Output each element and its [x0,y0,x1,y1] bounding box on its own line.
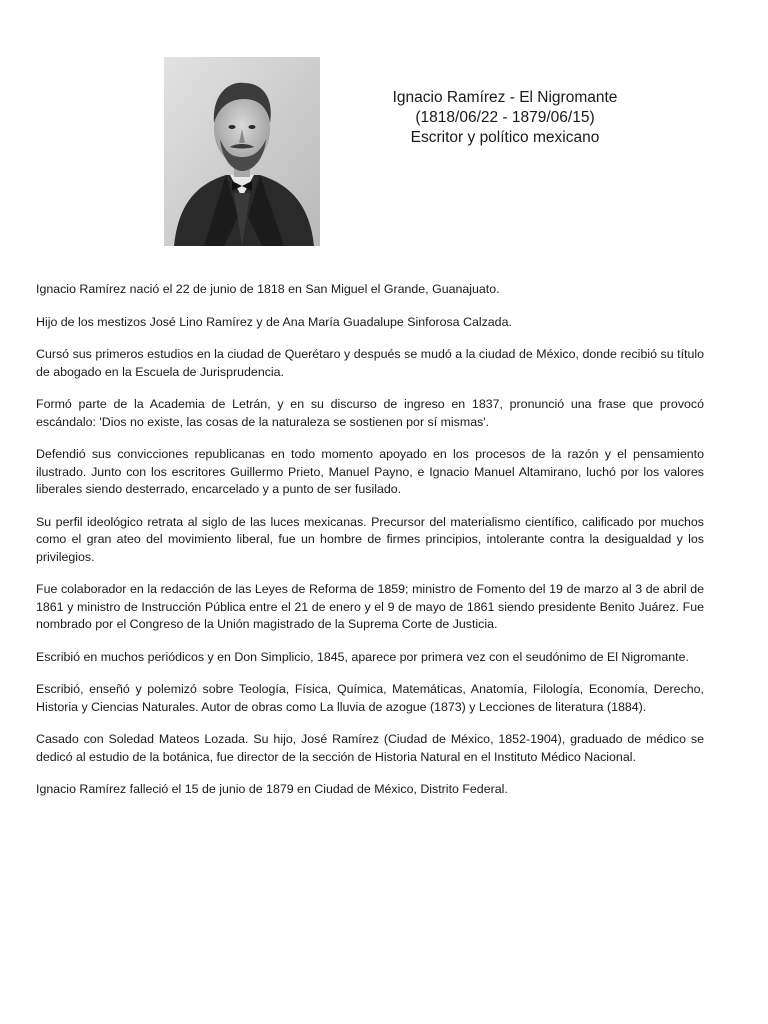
paragraph-studies: Cursó sus primeros estudios en la ciudad de Querétaro y después se mudó a la ciudad de México, donde recibió su título de abogado en la Escuela de Jurisprudencia. [36,347,704,379]
paragraph-death: Ignacio Ramírez falleció el 15 de junio de 1879 en Ciudad de México, Distrito Federal. [36,782,508,796]
paragraph-works: Escribió, enseñó y polemizó sobre Teología, Física, Química, Matemáticas, Anatomía, Filología, Economía, Derecho, Historia y Ciencias Naturales. Autor de obras como La lluvia de azogue (1873) y Lecciones de literatura (1884). [36,682,704,714]
paragraph-ideology: Su perfil ideológico retrata al siglo de las luces mexicanas. Precursor del materialismo científico, calificado por muchos como el gran ateo del movimiento liberal, fue un hombre de firmes principios, intolerante contra la desigualdad y los privilegios. [36,514,704,564]
portrait-photo [164,57,320,246]
title-block [372,88,638,148]
biography-text [36,281,704,814]
paragraph-birth: Ignacio Ramírez nació el 22 de junio de 1818 en San Miguel el Grande, Guanajuato. [36,282,500,296]
paragraph-convictions: Defendió sus convicciones republicanas en todo momento apoyado en los procesos de la razón y el pensamiento ilustrado. Junto con los escritores Guillermo Prieto, Manuel Payno, e Ignacio Manuel Altamirano, luchó por los valores liberales siendo desterrado, encarcelado y a punto de ser fusilado. [36,447,704,496]
life-dates: (1818/06/22 - 1879/06/15) [415,109,595,126]
paragraph-family: Casado con Soledad Mateos Lozada. Su hijo, José Ramírez (Ciudad de México, 1852-1904), graduado de médico se dedicó al estudio de la botánica, fue director de la sección de Historia Natural en el Instituto Médico Nacional. [36,732,704,764]
person-name: Ignacio Ramírez - El Nigromante [392,89,618,106]
paragraph-politics: Fue colaborador en la redacción de las Leyes de Reforma de 1859; ministro de Fomento del 19 de marzo al 3 de abril de 1861 y ministro de Instrucción Pública entre el 21 de enero y el 9 de mayo de 1861 siendo presidente Benito Juárez. Fue nombrado por el Congreso de la Unión magistrado de la Suprema Corte de Justicia. [36,582,704,631]
person-description: Escritor y político mexicano [410,129,600,146]
paragraph-parents: Hijo de los mestizos José Lino Ramírez y de Ana María Guadalupe Sinforosa Calzada. [36,314,512,329]
paragraph-pseudonym: Escribió en muchos periódicos y en Don Simplicio, 1845, aparece por primera vez con el seudónimo de El Nigromante. [36,649,689,664]
paragraph-academy: Formó parte de la Academia de Letrán, y en su discurso de ingreso en 1837, pronunció una frase que provocó escándalo: 'Dios no existe, las cosas de la naturaleza se sostienen por sí mismas'. [36,397,704,429]
portrait-image [164,57,320,246]
